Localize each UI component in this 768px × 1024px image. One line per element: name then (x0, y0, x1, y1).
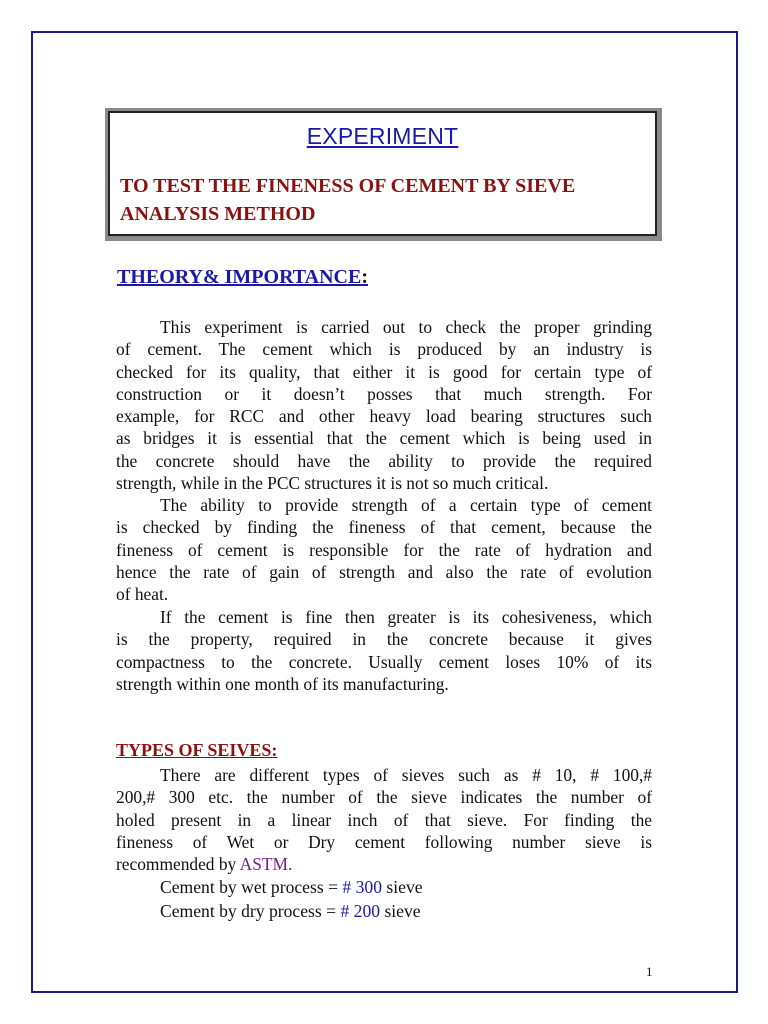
text-line: The ability to provide strength of a certain type of cement (160, 495, 652, 515)
text-line: construction or it doesn’t posses that much strength. For (116, 383, 652, 404)
experiment-title (120, 172, 647, 228)
theory-paragraph-3 (116, 606, 652, 695)
types-heading: TYPES OF SEIVES: (116, 740, 278, 760)
wet-process-label: Cement by wet process = (160, 877, 343, 897)
text-line: This experiment is carried out to check the proper grinding (160, 317, 652, 337)
wet-process-sieve-number: # 300 (342, 877, 382, 897)
experiment-title-line-2: ANALYSIS METHOD (120, 203, 316, 225)
text-line: If the cement is fine then greater is its cohesiveness, which (160, 607, 652, 627)
text-line: fineness of Wet or Dry cement following number sieve is (116, 831, 652, 852)
theory-heading-text: THEORY& IMPORTANCE (117, 266, 362, 288)
title-box-inner (108, 111, 657, 236)
dry-process-label: Cement by dry process = (160, 901, 341, 921)
text-line: as bridges it is essential that the cement which is being used in (116, 428, 652, 449)
page-number: 1 (646, 964, 653, 979)
text-line: 200,# 300 etc. the number of the sieve indicates the number of (116, 787, 652, 808)
astm-label: ASTM. (239, 854, 293, 875)
text-line: is checked by finding the fineness of that cement, because the (116, 517, 652, 538)
theory-heading (117, 266, 368, 289)
text-line: strength within one month of its manufacturing. (116, 673, 449, 694)
recommended-by-text: recommended by (116, 854, 240, 875)
text-line (116, 853, 652, 875)
text-line: strength, while in the PCC structures it is not so much critical. (116, 473, 549, 494)
text-line: checked for its quality, that either it is good for certain type of (116, 361, 652, 382)
text-line: fineness of cement is responsible for the rate of hydration and (116, 539, 652, 560)
text-line: of cement. The cement which is produced by an industry is (116, 339, 652, 360)
experiment-label: EXPERIMENT (306, 123, 459, 149)
dry-process-line (160, 901, 421, 922)
text-line: is the property, required in the concrete because it gives (116, 629, 652, 650)
theory-paragraph-1 (116, 316, 652, 494)
types-paragraph (116, 764, 652, 875)
text-line: example, for RCC and other heavy load bearing structures such (116, 406, 652, 427)
text-line: compactness to the concrete. Usually cement loses 10% of its (116, 651, 652, 672)
text-line: hence the rate of gain of strength and also the rate of evolution (116, 561, 652, 582)
wet-process-suffix: sieve (382, 877, 423, 897)
dry-process-sieve-number: # 200 (340, 901, 381, 921)
wet-process-line (160, 877, 423, 898)
dry-process-suffix: sieve (380, 901, 421, 921)
text-line: There are different types of sieves such as # 10, # 100,# (160, 765, 652, 785)
theory-paragraph-2 (116, 494, 652, 605)
text-line: holed present in a linear inch of that sieve. For finding the (116, 809, 652, 830)
experiment-title-line-1: TO TEST THE FINENESS OF CEMENT BY SIEVE (120, 175, 576, 197)
text-line: of heat. (116, 584, 169, 605)
text-line: the concrete should have the ability to provide the required (116, 450, 652, 471)
title-box (105, 108, 662, 241)
theory-heading-colon: : (361, 266, 369, 288)
